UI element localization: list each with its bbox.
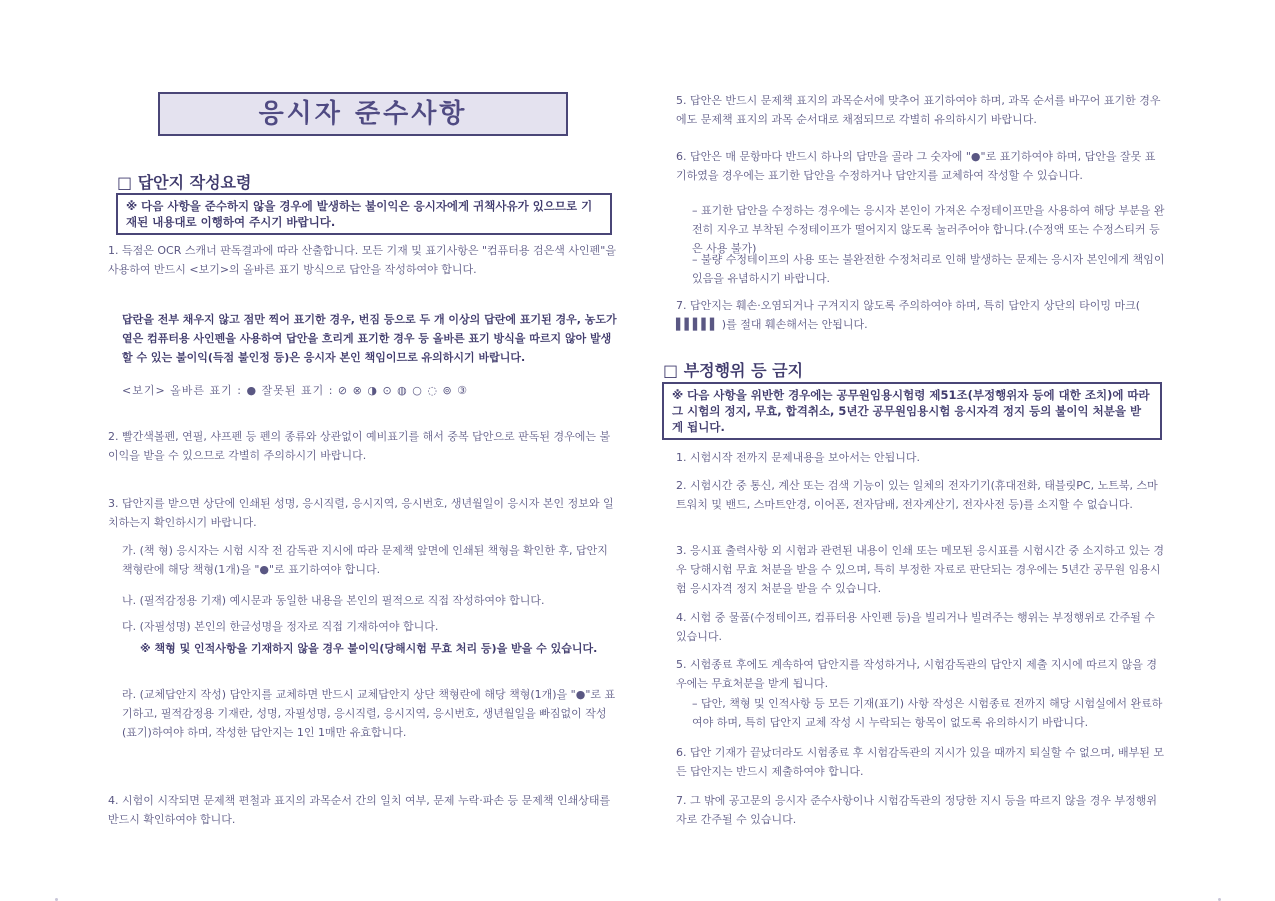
misconduct-3: 3. 응시표 출력사항 외 시험과 관련된 내용이 인쇄 또는 메모된 응시표를 시험시간 중 소지하고 있는 경우 당해시험 무효 처분을 받을 수 있으며, 특히 부정한 자료로 판단되는 경우에는 5년간 공무원 임용시험 응시자격 정지 처분을 받을 수 있습니다.: [676, 544, 1164, 595]
misconduct-5: 5. 시험종료 후에도 계속하여 답안지를 작성하거나, 시험감독관의 답안지 제출 지시에 따르지 않을 경우에는 무효처분을 받게 됩니다.: [676, 658, 1157, 690]
instruction-6-sub-1: – 표기한 답안을 수정하는 경우에는 응시자 본인이 가져온 수정테이프만을 사용하여 해당 부분을 완전히 지우고 부착된 수정테이프가 떨어지지 않도록 눌러주어야 합니다.(수정액 또는 수정스티커 등은 사용 불가): [692, 204, 1165, 255]
instruction-7: 7. 답안지는 훼손·오염되거나 구겨지지 않도록 주의하여야 하며, 특히 답안지 상단의 타이밍 마크( ▌▌▌▌▌ )를 절대 훼손해서는 안됩니다.: [676, 299, 1141, 331]
misconduct-4: 4. 시험 중 물품(수정테이프, 컴퓨터용 사인펜 등)을 빌리거나 빌려주는 행위는 부정행위로 간주될 수 있습니다.: [676, 611, 1155, 643]
instruction-3: 3. 답안지를 받으면 상단에 인쇄된 성명, 응시직렬, 응시지역, 응시번호, 생년월일이 응시자 본인 정보와 일치하는지 확인하시기 바랍니다.: [108, 497, 614, 529]
instruction-3-ra: 라. (교체답안지 작성) 답안지를 교체하면 반드시 교체답안지 상단 책형란에 해당 책형(1개)을 "●"로 표기하고, 필적감정용 기재란, 성명, 자필성명, 응시직렬, 응시지역, 응시번호, 생년월일을 빠짐없이 작성(표기)하여야 하며, 작성한 답안지는 1인 1매만 유효합니다.: [122, 688, 616, 739]
instruction-4: 4. 시험이 시작되면 문제책 편철과 표지의 과목순서 간의 일치 여부, 문제 누락·파손 등 문제책 인쇄상태를 반드시 확인하여야 합니다.: [108, 794, 611, 826]
instruction-3-na: 나. (필적감정용 기재) 예시문과 동일한 내용을 본인의 필적으로 직접 작성하여야 합니다.: [122, 594, 545, 607]
section-heading-misconduct: □ 부정행위 등 금지: [663, 361, 804, 380]
misconduct-7: 7. 그 밖에 공고문의 응시자 준수사항이나 시험감독관의 정당한 지시 등을 따르지 않을 경우 부정행위자로 간주될 수 있습니다.: [676, 794, 1157, 826]
instruction-2: 2. 빨간색볼펜, 연필, 샤프펜 등 펜의 종류와 상관없이 예비표기를 해서 중복 답안으로 판독된 경우에는 불이익을 받을 수 있으므로 각별히 주의하시기 바랍니다.: [108, 430, 611, 462]
instruction-1b: 답란을 전부 채우지 않고 점만 찍어 표기한 경우, 번짐 등으로 두 개 이상의 답란에 표기된 경우, 농도가 옅은 컴퓨터용 사인펜을 사용하여 답안을 흐리게 표기한 경우 등 올바른 표기 방식을 따르지 않아 발생할 수 있는 불이익(득점 불인정 등)은 응시자 본인 책임이므로 유의하시기 바랍니다.: [122, 313, 617, 364]
instruction-3-ga: 가. (책 형) 응시자는 시험 시작 전 감독관 지시에 따라 문제책 앞면에 인쇄된 책형을 확인한 후, 답안지 책형란에 해당 책형(1개)을 "●"로 표기하여야 합니다.: [122, 544, 608, 576]
page-title: 응시자 준수사항: [158, 92, 568, 136]
marking-example: <보기> 올바른 표기 : ● 잘못된 표기 : ⊘ ⊗ ◑ ⊙ ◍ ○ ◌ ⊚ ③: [122, 384, 469, 397]
misconduct-2: 2. 시험시간 중 통신, 계산 또는 검색 기능이 있는 일체의 전자기기(휴대전화, 태블릿PC, 노트북, 스마트워치 및 밴드, 스마트안경, 이어폰, 전자담배, 전자계산기, 전자사전 등)를 소지할 수 없습니다.: [676, 479, 1158, 511]
misconduct-6: 6. 답안 기재가 끝났더라도 시험종료 후 시험감독관의 지시가 있을 때까지 퇴실할 수 없으며, 배부된 모든 답안지는 반드시 제출하여야 합니다.: [676, 746, 1164, 778]
instruction-5: 5. 답안은 반드시 문제책 표지의 과목순서에 맞추어 표기하여야 하며, 과목 순서를 바꾸어 표기한 경우에도 문제책 표지의 과목 순서대로 채점되므로 각별히 유의하시기 바랍니다.: [676, 94, 1161, 126]
instruction-6-sub-2: – 불량 수정테이프의 사용 또는 불완전한 수정처리로 인해 발생하는 문제는 응시자 본인에게 책임이 있음을 유념하시기 바랍니다.: [692, 253, 1165, 285]
misconduct-1: 1. 시험시작 전까지 문제내용을 보아서는 안됩니다.: [676, 451, 920, 464]
section-heading-answer-sheet: □ 답안지 작성요령: [117, 173, 252, 192]
misconduct-5-sub: – 답안, 책형 및 인적사항 등 모든 기재(표기) 사항 작성은 시험종료 전까지 해당 시험실에서 완료하여야 하며, 특히 답안지 교체 작성 시 누락되는 항목이 없도록 유의하시기 바랍니다.: [692, 697, 1163, 729]
instruction-3-note: ※ 책형 및 인적사항을 기재하지 않을 경우 불이익(당해시험 무효 처리 등)을 받을 수 있습니다.: [140, 642, 598, 655]
instruction-1a: 1. 득점은 OCR 스캐너 판독결과에 따라 산출합니다. 모든 기재 및 표기사항은 "컴퓨터용 검은색 사인펜"을 사용하여 반드시 <보기>의 올바른 표기 방식으로 답안을 작성하여야 합니다.: [108, 244, 616, 276]
instruction-3-da: 다. (자필성명) 본인의 한글성명을 정자로 직접 기재하여야 합니다.: [122, 620, 439, 633]
notice-box-answer-sheet: ※ 다음 사항을 준수하지 않을 경우에 발생하는 불이익은 응시자에게 귀책사유가 있으므로 기재된 내용대로 이행하여 주시기 바랍니다.: [116, 193, 612, 235]
notice-box-misconduct: ※ 다음 사항을 위반한 경우에는 공무원임용시험령 제51조(부정행위자 등에 대한 조치)에 따라 그 시험의 정지, 무효, 합격취소, 5년간 공무원임용시험 응시자격 정지 등의 불이익 처분을 받게 됩니다.: [662, 382, 1162, 440]
instruction-6: 6. 답안은 매 문항마다 반드시 하나의 답만을 골라 그 숫자에 "●"로 표기하여야 하며, 답안을 잘못 표기하였을 경우에는 표기한 답안을 수정하거나 답안지를 교체하여 작성할 수 있습니다.: [676, 150, 1156, 182]
